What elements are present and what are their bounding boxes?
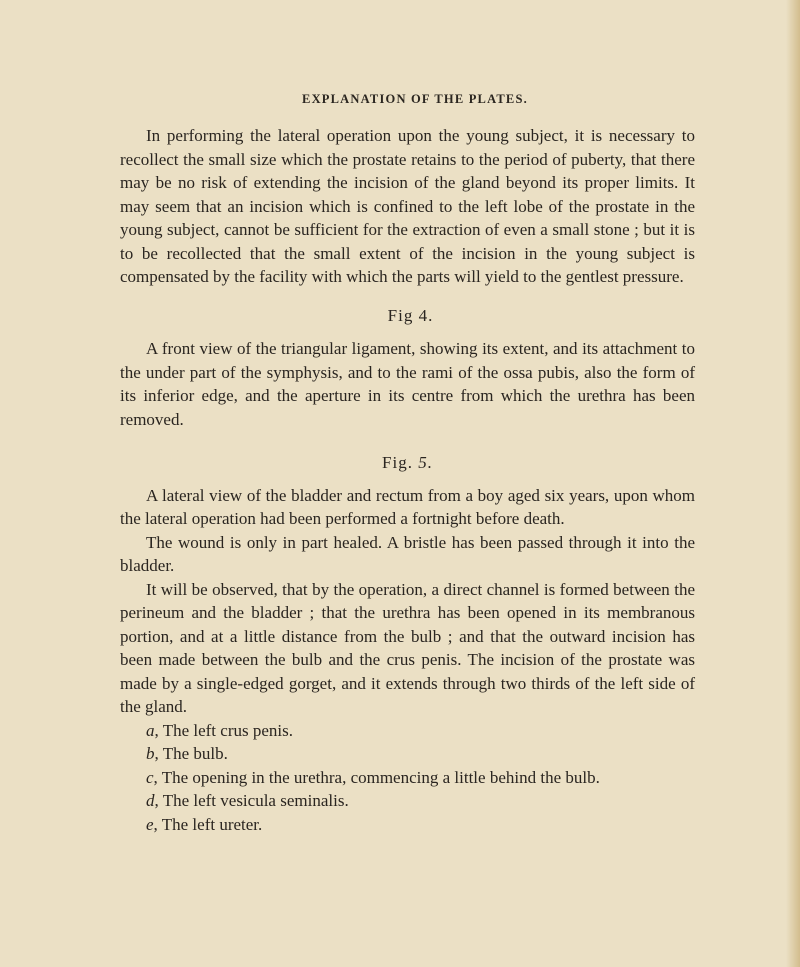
fig5-heading — [120, 451, 695, 475]
legend-key: a — [146, 720, 155, 740]
intro-paragraph: In performing the lateral operation upon the young subject, it is necessary to recollect the small size which the prostate retains to the period of puberty, that there may be no risk of extending the incision of the gland beyond its proper limits. It may seem that an incision which is confined to the left lobe of the prostate in the young subject, cannot be sufficient for the extraction of even a small stone ; but it is to be recollected that the small extent of the incision in the young subject is compensated by the facility with which the parts will yield to the gentlest pressure. — [120, 126, 695, 286]
legend-item — [120, 813, 695, 837]
fig5-heading-number: 5. — [418, 453, 433, 472]
legend-text: , The left vesicula seminalis. — [154, 791, 349, 810]
legend-item — [120, 742, 695, 766]
legend-text: , The left crus penis. — [154, 720, 293, 740]
fig5-paragraph: A lateral view of the bladder and rectum from a boy aged six years, upon whom the lateral operation had been performed a fortnight before death. — [120, 485, 695, 528]
legend-key: c — [146, 767, 154, 787]
fig4-heading: Fig 4. — [387, 305, 434, 325]
legend-key: d — [146, 791, 155, 810]
legend-item — [120, 766, 695, 790]
fig5-paragraph: The wound is only in part healed. A bristle has been passed through it into the bladder. — [120, 532, 695, 575]
page-body — [120, 124, 695, 836]
legend-item — [120, 789, 695, 813]
legend-text: , The bulb. — [154, 744, 228, 763]
legend-text: , The left ureter. — [153, 814, 263, 834]
legend-key: b — [146, 744, 155, 763]
running-head: EXPLANATION OF THE PLATES. — [302, 92, 528, 106]
fig4-description: A front view of the triangular ligament, showing its extent, and its attachment to the under part of the symphysis, and to the rami of the ossa pubis, also the form of its inferior edge, and the aperture in its centre from which the urethra has been removed. — [120, 339, 695, 429]
fig5-paragraph: It will be observed, that by the operation, a direct channel is formed between the perineum and the bladder ; that the urethra has been opened in its membranous portion, and at a little distance from the bulb ; and that the outward incision has been made between the bulb and the crus penis. The incision of the prostate was made by a single-edged gorget, and it extends through two thirds of the left side of the gland. — [120, 579, 695, 716]
fig5-heading-prefix: Fig. — [382, 453, 419, 472]
page-edge-shadow — [786, 0, 800, 967]
legend-text: , The opening in the urethra, commencing a little behind the bulb. — [153, 767, 600, 787]
legend-item — [120, 719, 695, 743]
legend-key: e — [146, 814, 154, 834]
